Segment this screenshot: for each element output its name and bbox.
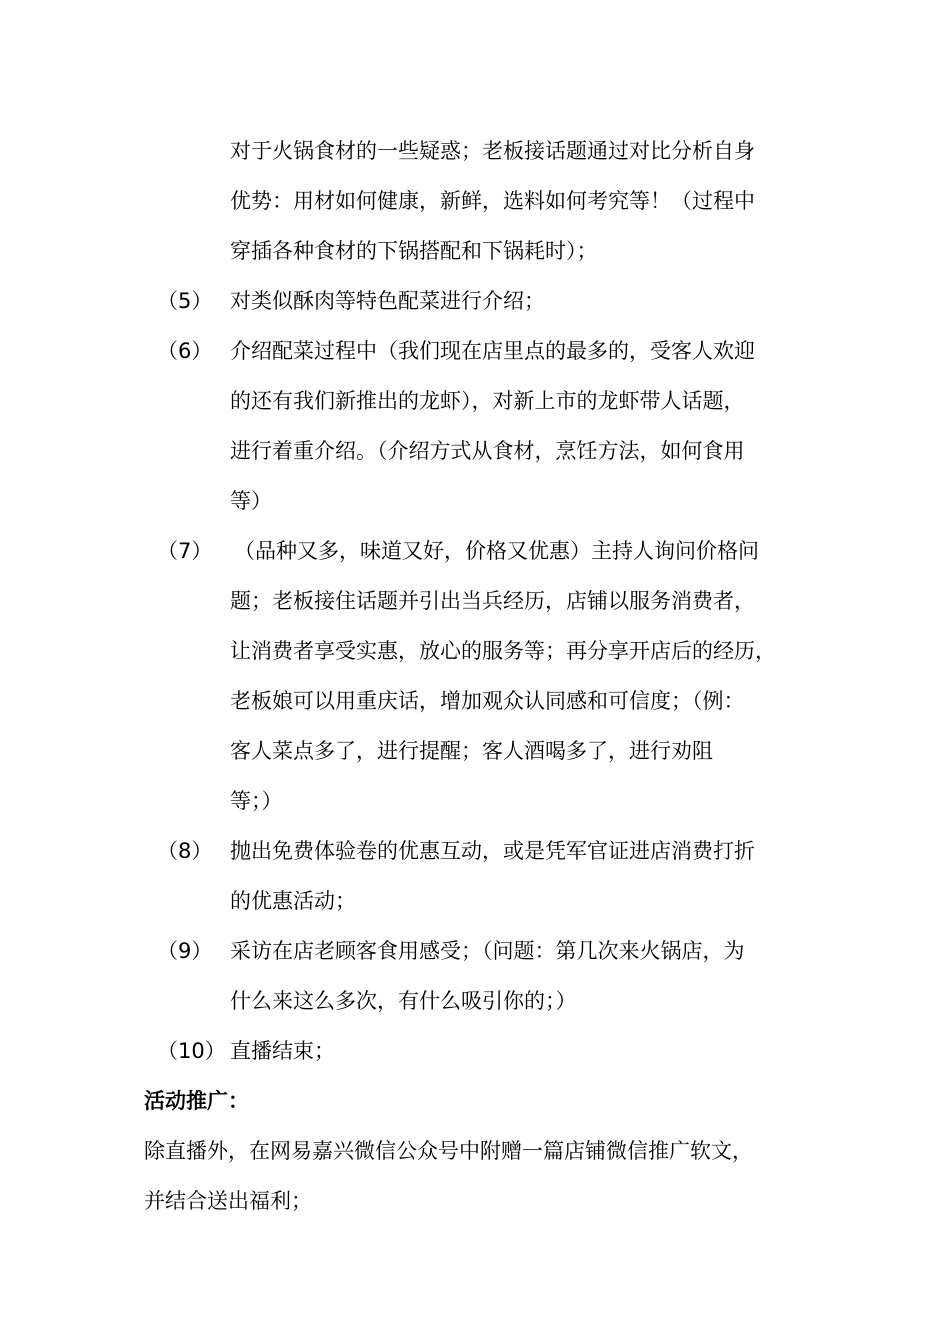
item-line: 介绍配菜过程中（我们现在店里点的最多的，受客人欢迎 (230, 339, 755, 363)
item-line: 让消费者享受实惠，放心的服务等；再分享开店后的经历， (230, 639, 776, 663)
continuation-line: 优势：用材如何健康，新鲜，选料如何考究等！（过程中 (230, 189, 755, 213)
item-line: 的优惠活动； (230, 889, 356, 913)
item-line: （品种又多，味道又好，价格又优惠）主持人询问价格问 (234, 539, 759, 563)
item-line: 抛出免费体验卷的优惠互动，或是凭军官证进店消费打折 (230, 839, 755, 863)
item-number: （5） (157, 289, 213, 313)
item-number: （8） (157, 839, 213, 863)
item-line: 进行着重介绍。（介绍方式从食材，烹饪方法，如何食用 (230, 439, 745, 463)
item-line: 什么来这么多次，有什么吸引你的；） (230, 989, 577, 1013)
item-number: （6） (157, 339, 213, 363)
item-line: 采访在店老顾客食用感受；（问题：第几次来火锅店，为 (230, 939, 745, 963)
item-line: 对类似酥肉等特色配菜进行介绍； (230, 289, 545, 313)
item-line: 客人菜点多了，进行提醒；客人酒喝多了，进行劝阻 (230, 739, 713, 763)
item-line: 题；老板接住话题并引出当兵经历，店铺以服务消费者， (230, 589, 755, 613)
continuation-line: 对于火锅食材的一些疑惑；老板接话题通过对比分析自身 (230, 139, 755, 163)
paragraph-line: 除直播外，在网易嘉兴微信公众号中附赠一篇店铺微信推广软文， (144, 1139, 753, 1163)
paragraph-line: 并结合送出福利； (144, 1189, 312, 1213)
continuation-line: 穿插各种食材的下锅搭配和下锅耗时）； (230, 239, 598, 263)
item-line: 等；） (230, 789, 283, 813)
item-line: 等） (230, 489, 272, 513)
item-line: 的还有我们新推出的龙虾），对新上市的龙虾带人话题， (230, 389, 745, 413)
item-number: （10） (157, 1039, 226, 1063)
item-line: 老板娘可以用重庆话，增加观众认同感和可信度；（例： (230, 689, 745, 713)
section-heading: 活动推广： (144, 1089, 249, 1113)
item-number: （9） (157, 939, 213, 963)
item-number: （7） (157, 539, 213, 563)
item-line: 直播结束； (230, 1039, 335, 1063)
